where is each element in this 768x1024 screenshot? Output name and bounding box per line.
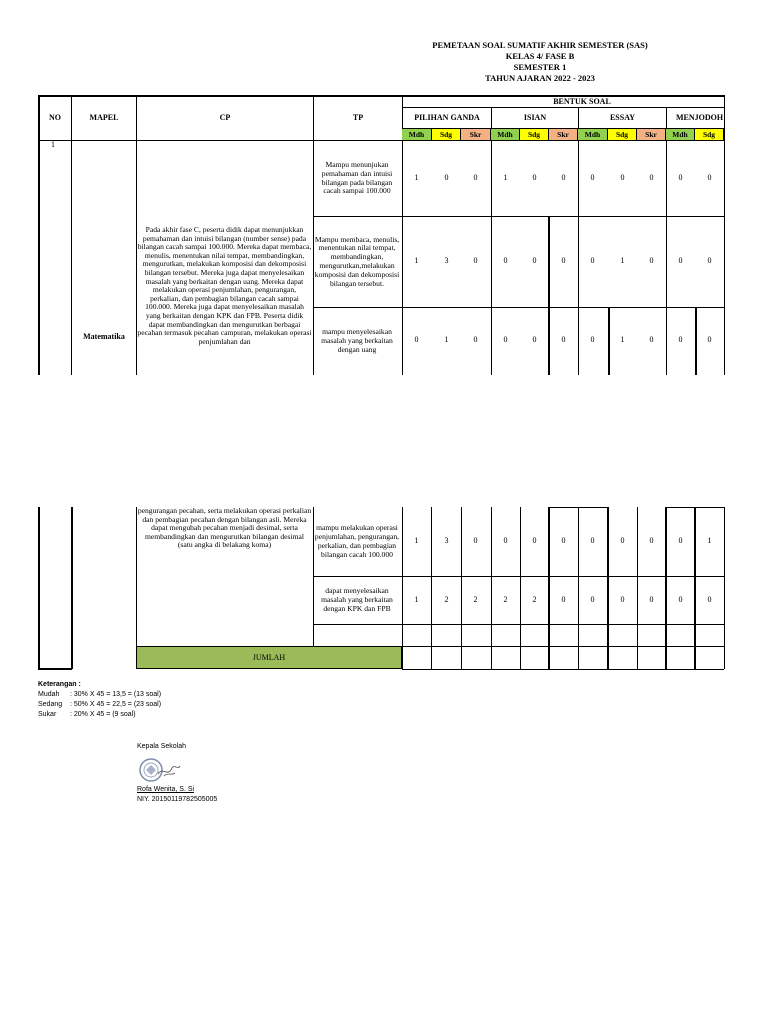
value-cell: 0 bbox=[678, 335, 683, 344]
value-cell: 0 bbox=[503, 335, 508, 344]
bottom-top-seg-a bbox=[548, 507, 607, 508]
tp-row-1: Mampu menunjukan pemahaman dan intuisi bilangan pada bilangan cacah sampai 100.000 bbox=[321, 159, 393, 196]
signature-name: Rofa Wenita, S. Si bbox=[137, 786, 195, 793]
tp-row-3: mampu menyelesaikan masalah yang berkaitan dengan uang bbox=[321, 327, 393, 354]
tp-row-4: mampu melakukan operasi penjumlahan, pengurangan, perkalian, dan pembagian bilangan cacah 100.000 bbox=[314, 523, 400, 559]
sub-essay-skr: Skr bbox=[637, 129, 666, 140]
value-cell: 1 bbox=[503, 173, 508, 182]
value-cell: 0 bbox=[620, 595, 625, 604]
value-cell: 0 bbox=[561, 335, 566, 344]
left-border-bottom bbox=[38, 507, 40, 669]
sub-menjodoh-sdg: Sdg bbox=[695, 129, 724, 140]
title-line-4: TAHUN AJARAN 2022 - 2023 bbox=[485, 73, 595, 83]
value-cell: 0 bbox=[503, 536, 508, 545]
value-cell: 2 bbox=[503, 595, 508, 604]
value-cell: 0 bbox=[444, 173, 449, 182]
value-cell: 0 bbox=[473, 256, 478, 265]
value-cell: 1 bbox=[707, 536, 712, 545]
ket-sedang-label: Sedang bbox=[38, 701, 63, 708]
header-isian: ISIAN bbox=[523, 113, 547, 123]
value-cell: 0 bbox=[649, 595, 654, 604]
value-cell: 1 bbox=[620, 256, 625, 265]
value-cell: 0 bbox=[532, 335, 537, 344]
header-mapel: MAPEL bbox=[89, 113, 119, 123]
value-cell: 0 bbox=[473, 335, 478, 344]
sub-pg-skr: Skr bbox=[461, 129, 491, 140]
value-cell: 0 bbox=[620, 536, 625, 545]
signature-role: Kepala Sekolah bbox=[137, 743, 187, 750]
value-cell: 0 bbox=[414, 335, 419, 344]
value-cell: 0 bbox=[678, 595, 683, 604]
col-sep-bottom-e bbox=[548, 507, 550, 669]
col-sep-bottom-j bbox=[694, 507, 696, 669]
school-stamp-icon bbox=[138, 756, 182, 789]
sub-isian-mdh: Mdh bbox=[491, 129, 520, 140]
tp-row-5: dapat menyelesaikan masalah yang berkaitan dengan KPK dan FPB bbox=[321, 586, 393, 613]
col-sep-bottom-h bbox=[637, 507, 638, 669]
sub-essay-mdh: Mdh bbox=[578, 129, 608, 140]
value-cell: 0 bbox=[590, 335, 595, 344]
sub-pg-mdh: Mdh bbox=[402, 129, 432, 140]
value-cell: 0 bbox=[707, 173, 712, 182]
value-cell: 0 bbox=[503, 256, 508, 265]
col-sep-no-bottom bbox=[71, 507, 73, 669]
value-cell: 0 bbox=[649, 173, 654, 182]
value-cell: 0 bbox=[561, 173, 566, 182]
sub-menjodoh-mdh: Mdh bbox=[666, 129, 695, 140]
right-border-bottom bbox=[724, 507, 725, 669]
value-cell: 0 bbox=[561, 595, 566, 604]
value-cell: 0 bbox=[707, 335, 712, 344]
value-cell: 0 bbox=[707, 256, 712, 265]
value-cell: 1 bbox=[414, 536, 419, 545]
value-cell: 0 bbox=[561, 536, 566, 545]
value-cell: 0 bbox=[532, 256, 537, 265]
value-cell: 2 bbox=[473, 595, 478, 604]
sub-isian-sdg: Sdg bbox=[520, 129, 549, 140]
row5-bottom bbox=[313, 624, 724, 625]
title-line-2: KELAS 4/ FASE B bbox=[505, 51, 575, 61]
value-cell: 0 bbox=[707, 595, 712, 604]
title-line-3: SEMESTER 1 bbox=[513, 62, 567, 72]
sub-isian-skr: Skr bbox=[549, 129, 578, 140]
col-sep-bottom-f bbox=[578, 507, 579, 669]
value-cell: 1 bbox=[414, 595, 419, 604]
header-tp: TP bbox=[352, 113, 364, 123]
ket-sukar-label: Sukar bbox=[38, 711, 57, 718]
jumlah-bottom bbox=[402, 669, 724, 670]
value-cell: 2 bbox=[532, 595, 537, 604]
bottom-top-seg-b bbox=[665, 507, 724, 508]
col-sep-bottom-d bbox=[520, 507, 521, 669]
sub-essay-sdg: Sdg bbox=[608, 129, 637, 140]
value-cell: 1 bbox=[620, 335, 625, 344]
value-cell: 0 bbox=[561, 256, 566, 265]
header-menjodoh: MENJODOH bbox=[676, 113, 724, 123]
document-title bbox=[400, 40, 680, 84]
value-cell: 0 bbox=[473, 536, 478, 545]
cp-text-top: Pada akhir fase C, peserta didik dapat menunjukkan pemahaman dan intuisi bilangan (number sense) pada bilangan cacah sampai 100.000. Mereka dapat membaca, menulis, menentukan nilai tempat, membandingkan, mengurutkan, melakukan komposisi dan dekomposisi bilangan tersebut. Mereka juga dapat menyelesaikan masalah yang berkaitan dengan uang. Mereka dapat melakukan operasi penjumlahan, pengurangan, perkalian, dan pembagian bilangan cacah sampai 100.000. Mereka juga dapat menyelesaikan masalah yang berkaitan dengan KPK dan FPB. Peserta didik dapat membandingkan dan mengurutkan berbagai pecahan termasuk pecahan campuran, melakukan operasi penjumlahan dan bbox=[137, 226, 312, 346]
value-cell: 1 bbox=[444, 335, 449, 344]
value-cell: 0 bbox=[473, 173, 478, 182]
col-sep-bottom-a bbox=[431, 507, 432, 669]
value-cell: 0 bbox=[532, 536, 537, 545]
right-border bbox=[724, 95, 725, 375]
tp-row-2: Mampu membaca, menulis, menentukan nilai tempat, membandingkan, mengurutkan,melakukan komposisi dan dekomposisi bilangan tersebut. bbox=[314, 234, 400, 288]
value-cell: 0 bbox=[678, 536, 683, 545]
header-cp: CP bbox=[219, 113, 231, 123]
value-cell: 0 bbox=[678, 173, 683, 182]
header-pilihan-ganda: PILIHAN GANDA bbox=[414, 113, 480, 123]
col-sep-bottom-i bbox=[665, 507, 667, 669]
col-sep-bottom-b bbox=[461, 507, 462, 669]
ket-mudah-value: : 30% X 45 = 13,5 = (13 soal) bbox=[70, 691, 162, 698]
col-sep-tp-bottom bbox=[402, 507, 403, 669]
header-essay: ESSAY bbox=[609, 113, 636, 123]
value-cell: 1 bbox=[414, 256, 419, 265]
value-cell: 0 bbox=[590, 256, 595, 265]
keterangan-title: Keterangan : bbox=[38, 681, 81, 688]
value-cell: 1 bbox=[414, 173, 419, 182]
row-number: 1 bbox=[51, 140, 55, 149]
value-cell: 0 bbox=[649, 536, 654, 545]
sub-pg-sdg: Sdg bbox=[432, 129, 461, 140]
value-cell: 0 bbox=[649, 256, 654, 265]
value-cell: 0 bbox=[590, 595, 595, 604]
col-sep-bottom-c bbox=[491, 507, 492, 669]
title-line-1: PEMETAAN SOAL SUMATIF AKHIR SEMESTER (SAS) bbox=[432, 40, 648, 50]
signature-niy: NIY. 20150119782505005 bbox=[137, 796, 218, 803]
col-sep-thick-a bbox=[548, 216, 550, 375]
value-cell: 0 bbox=[620, 173, 625, 182]
header-bentuk-soal: BENTUK SOAL bbox=[553, 96, 611, 106]
value-cell: 0 bbox=[590, 536, 595, 545]
mapel-name: Matematika bbox=[83, 332, 125, 342]
ket-mudah-label: Mudah bbox=[38, 691, 60, 698]
value-cell: 3 bbox=[444, 256, 449, 265]
value-cell: 2 bbox=[444, 595, 449, 604]
value-cell: 0 bbox=[678, 256, 683, 265]
header-no: NO bbox=[49, 113, 61, 123]
value-cell: 0 bbox=[532, 173, 537, 182]
ket-sedang-value: : 50% X 45 = 22,5 = (23 soal) bbox=[70, 701, 162, 708]
ket-sukar-value: : 20% X 45 = (9 soal) bbox=[70, 711, 136, 718]
value-cell: 0 bbox=[590, 173, 595, 182]
col-sep-bottom-g bbox=[607, 507, 609, 669]
value-cell: 0 bbox=[649, 335, 654, 344]
cp-text-bottom: pengurangan pecahan, serta melakukan operasi perkalian dan pembagian pecahan dengan bilangan asli. Mereka dapat mengubah pecahan menjadi desimal, serta membandingkan dan mengurutkan bilangan desimal (satu angka di belakang koma) bbox=[137, 507, 312, 550]
table-bottom-left bbox=[38, 668, 72, 670]
jumlah-row: JUMLAH bbox=[136, 646, 402, 669]
value-cell: 3 bbox=[444, 536, 449, 545]
